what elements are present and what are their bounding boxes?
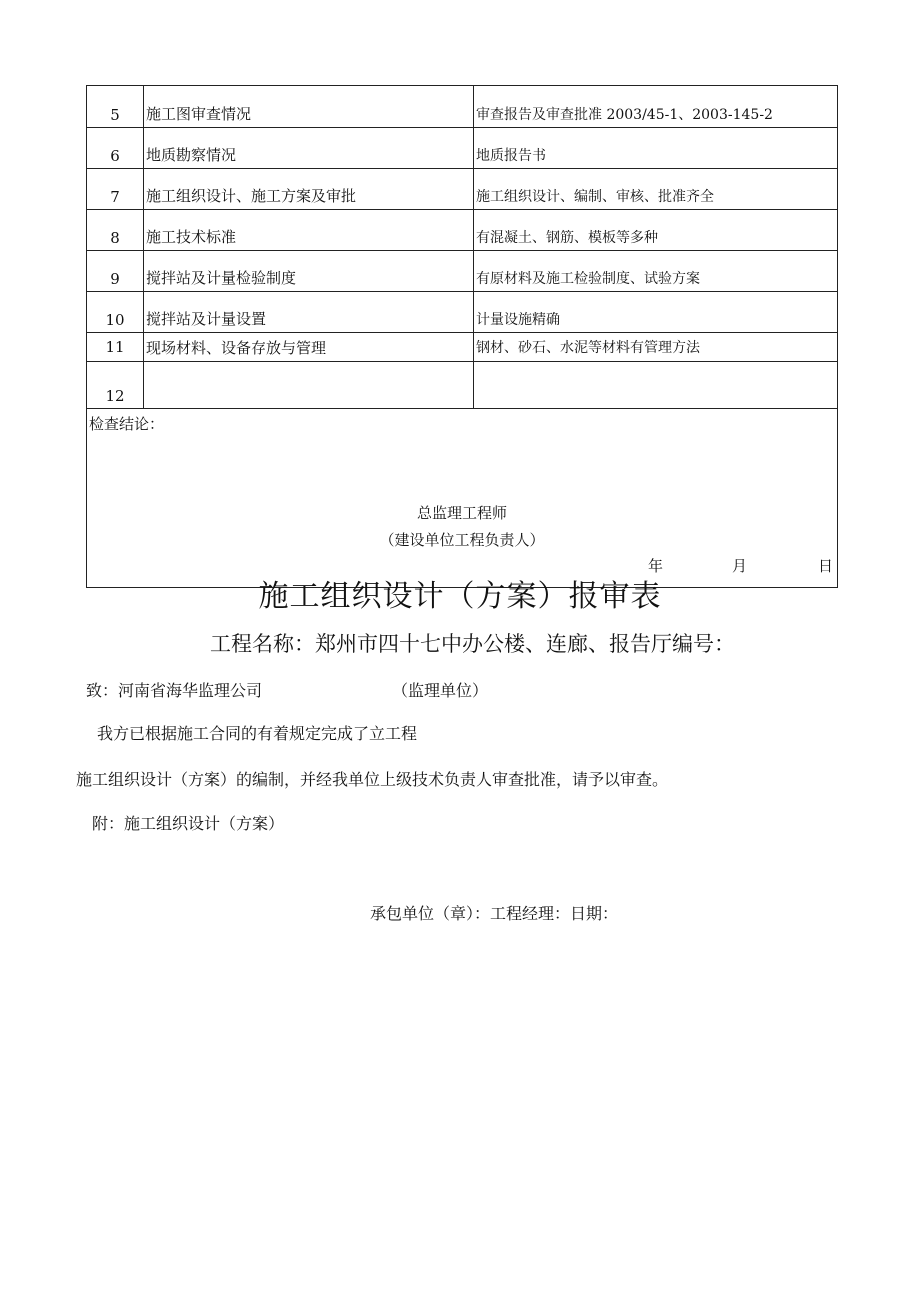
table-row — [87, 128, 838, 169]
date-month-label: 月 — [732, 557, 748, 575]
row-note: 钢材、砂石、水泥等材料有管理方法 — [474, 333, 838, 362]
addressee-line: 致：河南省海华监理公司 — [86, 681, 263, 700]
table-row — [87, 333, 838, 362]
project-name-line: 工程名称：郑州市四十七中办公楼、连廊、报告厅编号： — [210, 632, 735, 656]
row-item: 现场材料、设备存放与管理 — [144, 333, 474, 362]
owner-representative-label: （建设单位工程负责人） — [379, 531, 545, 549]
date-year-label: 年 — [648, 557, 664, 575]
conclusion-label: 检查结论： — [89, 415, 165, 433]
attachment-line: 附：施工组织设计（方案） — [92, 814, 285, 833]
row-item: 地质勘察情况 — [144, 128, 474, 169]
row-note — [474, 362, 838, 409]
table-row — [87, 169, 838, 210]
row-number: 11 — [87, 333, 144, 362]
body-paragraph-1: 我方已根据施工合同的有着规定完成了立工程 — [97, 724, 418, 743]
inspection-table — [86, 85, 838, 588]
date-day-label: 日 — [818, 557, 834, 575]
table-row — [87, 362, 838, 409]
addressee-unit: （监理单位） — [392, 681, 489, 700]
table-row — [87, 86, 838, 128]
row-number: 9 — [87, 251, 144, 292]
row-note: 地质报告书 — [474, 128, 838, 169]
row-note: 施工组织设计、编制、审核、批准齐全 — [474, 169, 838, 210]
row-note: 审查报告及审查批准 2003/45-1、2003-145-2 — [474, 86, 838, 128]
row-note: 计量设施精确 — [474, 292, 838, 333]
signature-line: 承包单位（章）：工程经理：日期： — [370, 904, 619, 923]
row-item: 搅拌站及计量检验制度 — [144, 251, 474, 292]
form-title: 施工组织设计（方案）报审表 — [258, 579, 662, 614]
row-number: 12 — [87, 362, 144, 409]
row-number: 6 — [87, 128, 144, 169]
table-row — [87, 292, 838, 333]
body-paragraph-2: 施工组织设计（方案）的编制，并经我单位上级技术负责人审查批准，请予以审查。 — [76, 770, 669, 789]
row-item: 施工图审查情况 — [144, 86, 474, 128]
row-item: 施工组织设计、施工方案及审批 — [144, 169, 474, 210]
row-number: 10 — [87, 292, 144, 333]
row-note: 有混凝土、钢筋、模板等多种 — [474, 210, 838, 251]
table-row — [87, 251, 838, 292]
row-number: 7 — [87, 169, 144, 210]
row-item: 施工技术标准 — [144, 210, 474, 251]
conclusion-cell — [87, 409, 838, 588]
row-number: 5 — [87, 86, 144, 128]
chief-supervisor-label: 总监理工程师 — [416, 504, 507, 522]
table-row — [87, 210, 838, 251]
conclusion-row — [87, 409, 838, 588]
row-number: 8 — [87, 210, 144, 251]
row-item: 搅拌站及计量设置 — [144, 292, 474, 333]
row-note: 有原材料及施工检验制度、试验方案 — [474, 251, 838, 292]
row-item — [144, 362, 474, 409]
